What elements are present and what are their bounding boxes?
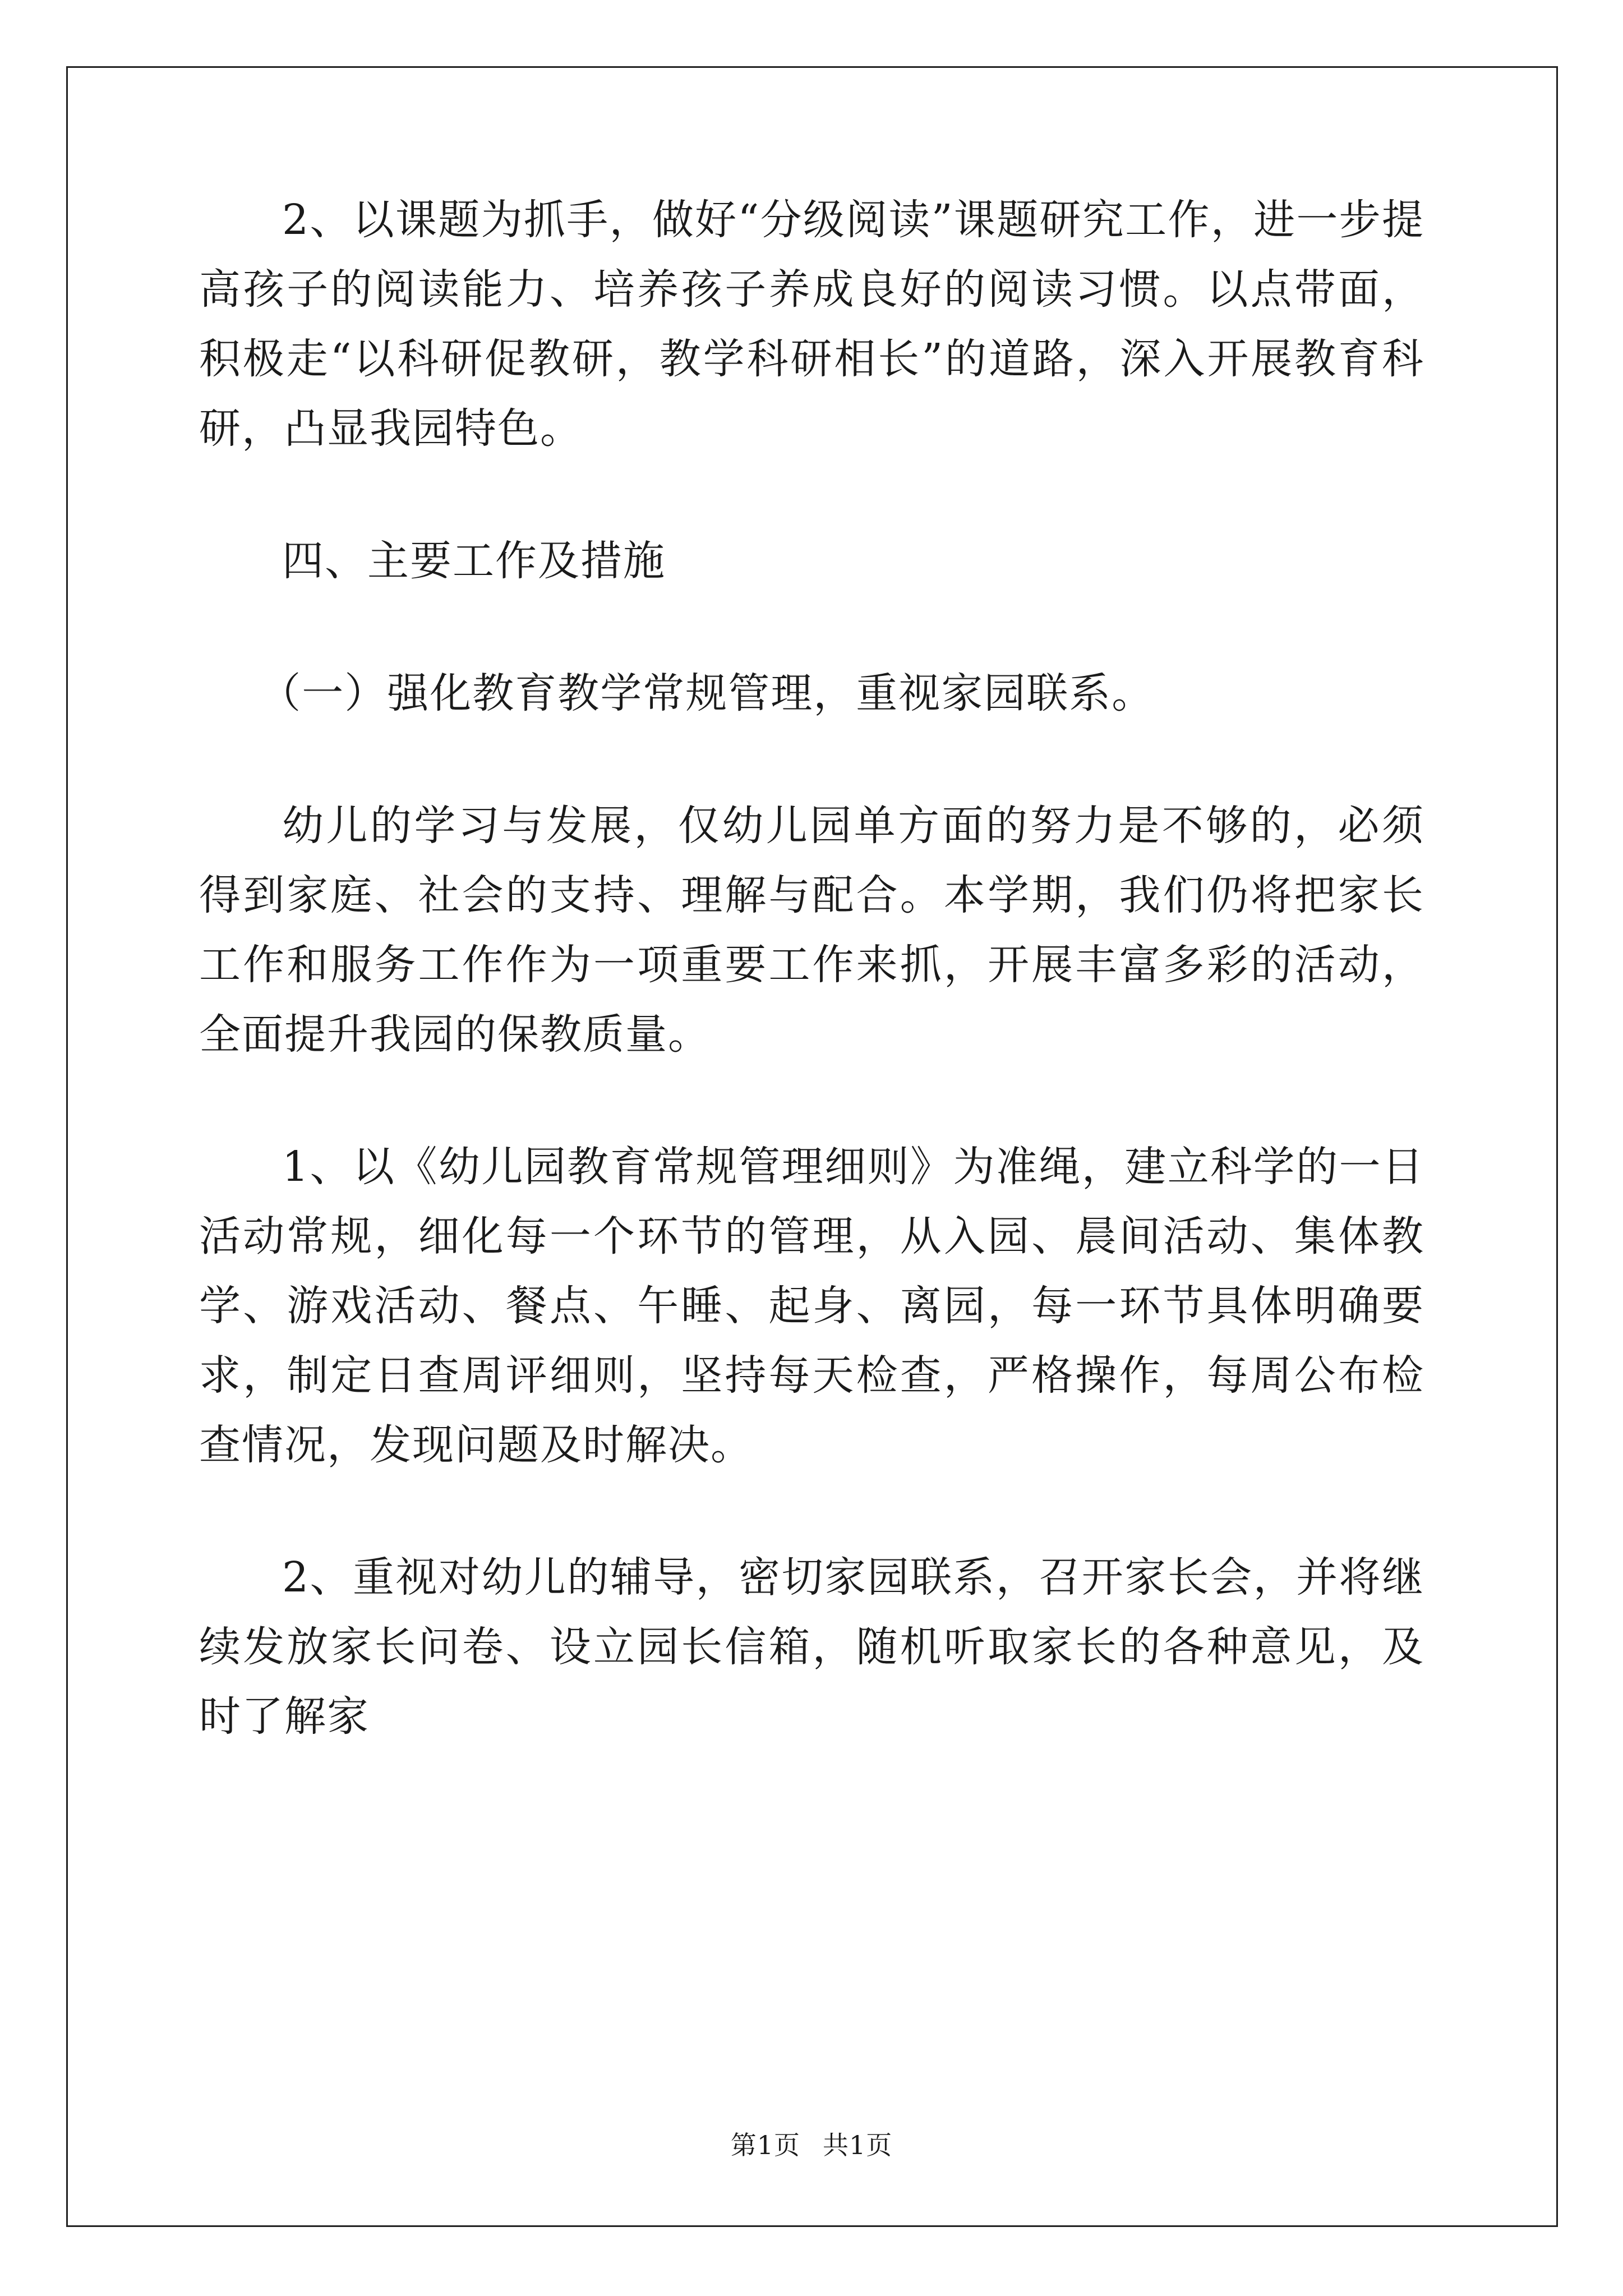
paragraph-home-school-contact: 2、重视对幼儿的辅导，密切家园联系，召开家长会，并将继续发放家长问卷、设立园长信箱，随机听取家长的各种意见，及时了解家 xyxy=(199,1553,1424,1741)
subsection-heading-routine-management: （一）强化教育教学常规管理，重视家园联系。 xyxy=(259,669,1155,717)
page-footer xyxy=(0,2129,1623,2161)
paragraph-routine-rules: 1、以《幼儿园教育常规管理细则》为准绳，建立科学的一日活动常规，细化每一个环节的管理，从入园、晨间活动、集体教学、游戏活动、餐点、午睡、起身、离园，每一环节具体明确要求，制定日查周评细则，坚持每天检查，严格操作，每周公布检查情况，发现问题及时解决。 xyxy=(199,1143,1424,1469)
paragraph-research-topic: 2、以课题为抓手，做好“分级阅读”课题研究工作，进一步提高孩子的阅读能力、培养孩子养成良好的阅读习惯。以点带面，积极走“以科研促教研，教学科研相长”的道路，深入开展教育科研，凸显我园特色。 xyxy=(199,196,1424,453)
page-number-total: 共1页 xyxy=(823,2130,893,2160)
paragraph-child-development: 幼儿的学习与发展，仅幼儿园单方面的努力是不够的，必须得到家庭、社会的支持、理解与配合。本学期，我们仍将把家长工作和服务工作作为一项重要工作来抓，开展丰富多彩的活动，全面提升我园的保教质量。 xyxy=(199,802,1424,1059)
page-number-current: 第1页 xyxy=(730,2130,800,2160)
section-heading-main-work: 四、主要工作及措施 xyxy=(282,537,666,585)
document-body xyxy=(199,185,1424,1751)
